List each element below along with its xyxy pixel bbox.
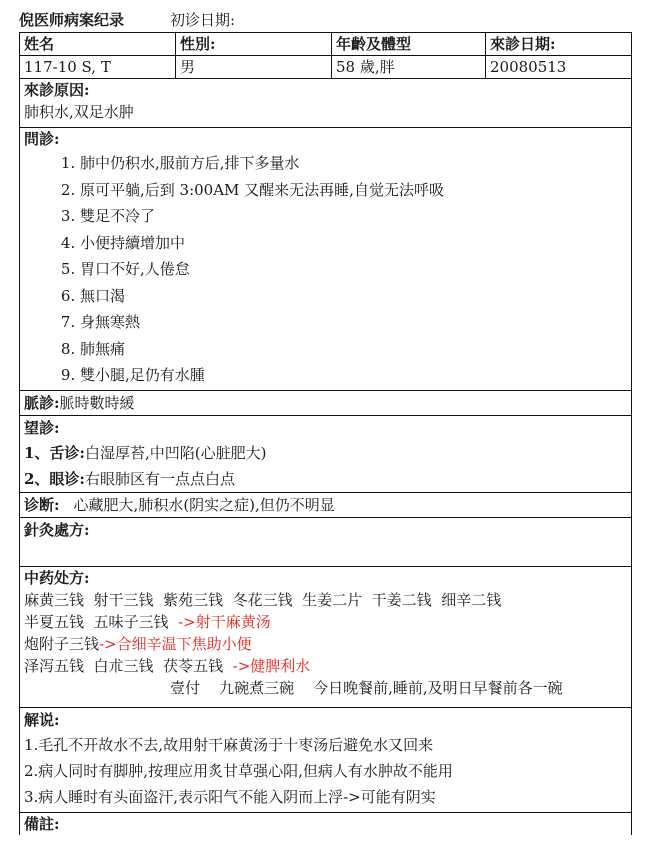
pulse-text: 脈時數時緩 <box>59 394 135 412</box>
eye-diagnosis-text: 右眼肺区有一点点白点 <box>84 470 235 488</box>
inquiry-item: 7. 身無寒熱 <box>80 309 627 336</box>
inquiry-item: 2. 原可平躺,后到 3:00AM 又醒来无法再睡,自觉无法呼吸 <box>80 177 627 204</box>
herbal-line-2-herbs: 半夏五钱 五味子三钱 <box>24 613 179 631</box>
explanation-label: 解说: <box>24 711 60 729</box>
herbal-line-4-herbs: 泽泻五钱 白朮三钱 茯苓五钱 <box>24 657 233 675</box>
inspection-section <box>20 416 632 493</box>
gender-header: 性別: <box>176 33 332 56</box>
age-build-header: 年齡及體型 <box>332 33 486 56</box>
herbal-label: 中药处方: <box>24 569 90 587</box>
pulse-label: 脈診: <box>24 394 60 412</box>
herbal-section <box>20 567 632 708</box>
reason-text: 肺积水,双足水肿 <box>24 103 134 121</box>
patient-visit-date-value: 20080513 <box>486 56 632 79</box>
first-visit-date-label: 初诊日期: <box>170 10 236 29</box>
inquiry-item: 8. 肺無痛 <box>80 336 627 363</box>
acupuncture-label: 針灸處方: <box>24 521 90 539</box>
inquiry-item: 1. 肺中仍积水,服前方后,排下多量水 <box>80 150 627 177</box>
herbal-line-4 <box>24 655 627 677</box>
acupuncture-section <box>20 518 632 567</box>
record-title: 倪医师病案纪录 <box>19 10 125 29</box>
diagnosis-label: 诊断: <box>24 496 60 514</box>
notes-section <box>20 813 632 836</box>
pulse-section <box>20 391 632 416</box>
diagnosis-text: 心藏肥大,肺积水(阴实之症),但仍不明显 <box>73 496 335 514</box>
herbal-line-3-note: ->合细辛温下焦助小便 <box>99 635 252 653</box>
explanation-item: 1.毛孔不开故水不去,故用射干麻黄汤于十枣汤后避免水又回来 <box>24 736 434 754</box>
explanation-item: 2.病人同时有脚肿,按理应用炙甘草强心阳,但病人有水肿故不能用 <box>24 762 453 780</box>
inquiry-item: 5. 胃口不好,人倦怠 <box>80 256 627 283</box>
reason-label: 來診原因: <box>24 81 90 99</box>
herbal-dosage: 壹付 九碗煮三碗 今日晚餐前,睡前,及明日早餐前各一碗 <box>170 679 563 697</box>
patient-age-build-value: 58 歲,胖 <box>332 56 486 79</box>
inquiry-section <box>20 128 632 391</box>
patient-gender-value: 男 <box>176 56 332 79</box>
tongue-diagnosis-label: 1、舌诊: <box>24 444 85 462</box>
inquiry-list <box>24 150 627 389</box>
explanation-section <box>20 708 632 813</box>
case-record-table <box>19 32 632 835</box>
herbal-line-3 <box>24 633 627 655</box>
inspection-label: 望診: <box>24 419 60 437</box>
inquiry-item: 9. 雙小腿,足仍有水腫 <box>80 362 627 389</box>
patient-header-row <box>20 33 632 56</box>
herbal-line-1: 麻黄三钱 射干三钱 紫苑三钱 冬花三钱 生姜二片 干姜二钱 细辛二钱 <box>24 591 502 609</box>
reason-section <box>20 79 632 128</box>
inquiry-item: 6. 無口渴 <box>80 283 627 310</box>
explanation-item: 3.病人睡时有头面盗汗,表示阳气不能入阴而上浮->可能有阴实 <box>24 788 436 806</box>
patient-value-row <box>20 56 632 79</box>
inquiry-item: 3. 雙足不冷了 <box>80 203 627 230</box>
patient-name-value: 117-10 S, T <box>20 56 176 79</box>
herbal-line-4-note: ->健脾利水 <box>232 657 311 675</box>
inquiry-label: 問診: <box>24 130 60 148</box>
herbal-line-3-herbs: 炮附子三钱 <box>24 635 100 653</box>
herbal-line-2-note: ->射干麻黄汤 <box>178 613 271 631</box>
record-header <box>19 6 631 32</box>
diagnosis-section <box>20 493 632 518</box>
herbal-line-2 <box>24 611 627 633</box>
notes-label: 備註: <box>24 815 60 833</box>
case-record-sheet <box>19 6 631 835</box>
visit-date-header: 來診日期: <box>486 33 632 56</box>
eye-diagnosis-label: 2、眼诊: <box>24 470 85 488</box>
inquiry-item: 4. 小便持續增加中 <box>80 230 627 257</box>
tongue-diagnosis-text: 白湿厚苔,中凹陷(心脏肥大) <box>84 444 267 462</box>
name-header: 姓名 <box>20 33 176 56</box>
